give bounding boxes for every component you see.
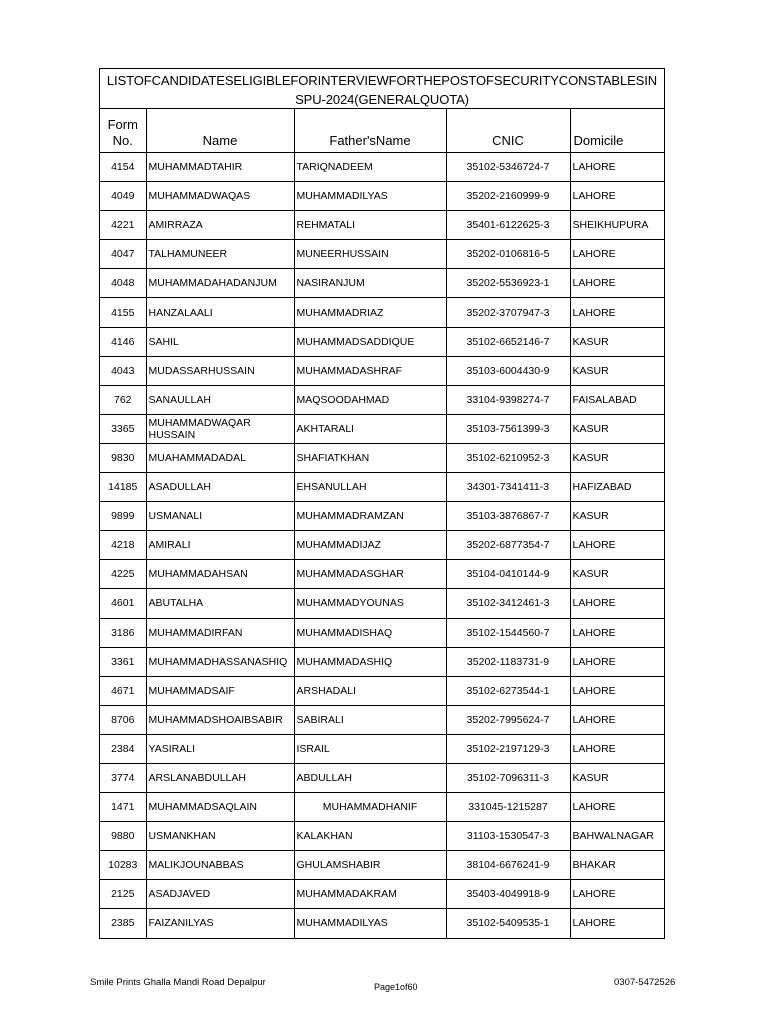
- cell-name: ASADJAVED: [146, 880, 294, 909]
- cell-form-no: 14185: [100, 473, 146, 502]
- cell-father-name: AKHTARALI: [294, 414, 446, 443]
- cell-domicile: KASUR: [570, 443, 664, 472]
- cell-father-name: REHMATALI: [294, 211, 446, 240]
- cell-father-name: TARIQNADEEM: [294, 153, 446, 182]
- cell-domicile: LAHORE: [570, 182, 664, 211]
- cell-cnic: 35401-6122625-3: [446, 211, 570, 240]
- cell-form-no: 2385: [100, 909, 146, 938]
- title-line-1: LISTOFCANDIDATESELIGIBLEFORINTERVIEWFORTHEPOSTOFSECURITYCONSTABLESIN: [106, 73, 658, 88]
- cell-form-no: 9899: [100, 502, 146, 531]
- cell-father-name: ABDULLAH: [294, 763, 446, 792]
- table-row: [100, 443, 664, 472]
- cell-father-name: ISRAIL: [294, 734, 446, 763]
- header-form-line2: No.: [112, 133, 133, 148]
- cell-name: SAHIL: [146, 327, 294, 356]
- cell-form-no: 762: [100, 385, 146, 414]
- cell-domicile: LAHORE: [570, 589, 664, 618]
- cell-father-name: MUHAMMADILYAS: [294, 182, 446, 211]
- cell-cnic: 35102-2197129-3: [446, 734, 570, 763]
- cell-form-no: 3774: [100, 763, 146, 792]
- cell-cnic: 35202-1183731-9: [446, 647, 570, 676]
- header-cnic: CNIC: [446, 109, 570, 153]
- cell-domicile: LAHORE: [570, 531, 664, 560]
- candidate-table: [100, 109, 664, 939]
- cell-name: HANZALAALI: [146, 298, 294, 327]
- cell-form-no: 9880: [100, 822, 146, 851]
- cell-cnic: 35102-5409535-1: [446, 909, 570, 938]
- table-row: [100, 618, 664, 647]
- cell-cnic: 35102-6273544-1: [446, 676, 570, 705]
- cell-father-name: MUHAMMADASHIQ: [294, 647, 446, 676]
- cell-father-name: MUHAMMADASHRAF: [294, 356, 446, 385]
- cell-domicile: LAHORE: [570, 734, 664, 763]
- table-row: [100, 705, 664, 734]
- cell-domicile: LAHORE: [570, 647, 664, 676]
- cell-father-name: MUHAMMADYOUNAS: [294, 589, 446, 618]
- table-row: [100, 822, 664, 851]
- cell-cnic: 38104-6676241-9: [446, 851, 570, 880]
- cell-name: SANAULLAH: [146, 385, 294, 414]
- table-row: [100, 240, 664, 269]
- cell-father-name: MUHAMMADSADDIQUE: [294, 327, 446, 356]
- header-domicile: Domicile: [570, 109, 664, 153]
- cell-name: MUAHAMMADADAL: [146, 443, 294, 472]
- cell-cnic: 35403-4049918-9: [446, 880, 570, 909]
- table-row: [100, 473, 664, 502]
- cell-domicile: KASUR: [570, 763, 664, 792]
- cell-form-no: 3361: [100, 647, 146, 676]
- cell-domicile: LAHORE: [570, 269, 664, 298]
- cell-cnic: 35202-2160999-9: [446, 182, 570, 211]
- table-row: [100, 269, 664, 298]
- cell-name: FAIZANILYAS: [146, 909, 294, 938]
- cell-domicile: LAHORE: [570, 240, 664, 269]
- cell-domicile: SHEIKHUPURA: [570, 211, 664, 240]
- cell-form-no: 4154: [100, 153, 146, 182]
- cell-form-no: 9830: [100, 443, 146, 472]
- cell-father-name: SABIRALI: [294, 705, 446, 734]
- cell-domicile: LAHORE: [570, 880, 664, 909]
- table-row: [100, 734, 664, 763]
- cell-father-name: MUHAMMADHANIF: [294, 793, 446, 822]
- table-row: [100, 298, 664, 327]
- cell-form-no: 10283: [100, 851, 146, 880]
- cell-form-no: 8706: [100, 705, 146, 734]
- cell-domicile: KASUR: [570, 502, 664, 531]
- cell-name: MUHAMMADSAQLAIN: [146, 793, 294, 822]
- header-father-name: Father'sName: [294, 109, 446, 153]
- cell-father-name: MUHAMMADRAMZAN: [294, 502, 446, 531]
- cell-form-no: 1471: [100, 793, 146, 822]
- cell-form-no: 4221: [100, 211, 146, 240]
- cell-name: ABUTALHA: [146, 589, 294, 618]
- cell-domicile: HAFIZABAD: [570, 473, 664, 502]
- cell-name: MUHAMMADWAQAS: [146, 182, 294, 211]
- cell-cnic: 35102-7096311-3: [446, 763, 570, 792]
- title-line-2: SPU-2024(GENERALQUOTA): [295, 92, 469, 107]
- cell-cnic: 35202-6877354-7: [446, 531, 570, 560]
- cell-name: MALIKJOUNABBAS: [146, 851, 294, 880]
- cell-domicile: KASUR: [570, 327, 664, 356]
- table-row: [100, 153, 664, 182]
- cell-name: USMANALI: [146, 502, 294, 531]
- cell-cnic: 35102-5346724-7: [446, 153, 570, 182]
- cell-cnic: 35103-3876867-7: [446, 502, 570, 531]
- candidate-list-sheet: [99, 68, 665, 939]
- cell-form-no: 4043: [100, 356, 146, 385]
- table-row: [100, 793, 664, 822]
- table-row: [100, 676, 664, 705]
- cell-name: MUHAMMADHASSANASHIQ: [146, 647, 294, 676]
- cell-domicile: LAHORE: [570, 153, 664, 182]
- table-row: [100, 385, 664, 414]
- header-form-no: [100, 109, 146, 153]
- footer-printer: Smile Prints Ghalla Mandi Road Depalpur: [90, 977, 266, 988]
- cell-cnic: 35202-7995624-7: [446, 705, 570, 734]
- cell-father-name: EHSANULLAH: [294, 473, 446, 502]
- table-row: [100, 531, 664, 560]
- table-row: [100, 647, 664, 676]
- cell-form-no: 4601: [100, 589, 146, 618]
- cell-father-name: MUHAMMADAKRAM: [294, 880, 446, 909]
- cell-name: AMIRALI: [146, 531, 294, 560]
- cell-cnic: 35202-3707947-3: [446, 298, 570, 327]
- cell-form-no: 4218: [100, 531, 146, 560]
- table-row: [100, 502, 664, 531]
- cell-domicile: KASUR: [570, 356, 664, 385]
- cell-name: YASIRALI: [146, 734, 294, 763]
- cell-name: ASADULLAH: [146, 473, 294, 502]
- cell-name: TALHAMUNEER: [146, 240, 294, 269]
- cell-name: MUHAMMADTAHIR: [146, 153, 294, 182]
- cell-form-no: 2384: [100, 734, 146, 763]
- cell-name: MUHAMMADAHADANJUM: [146, 269, 294, 298]
- cell-form-no: 4225: [100, 560, 146, 589]
- cell-domicile: LAHORE: [570, 705, 664, 734]
- cell-name: MUHAMMADSAIF: [146, 676, 294, 705]
- table-row: [100, 851, 664, 880]
- cell-name: MUHAMMADIRFAN: [146, 618, 294, 647]
- footer-phone: 0307-5472526: [614, 977, 676, 988]
- cell-form-no: 3365: [100, 414, 146, 443]
- cell-father-name: ARSHADALI: [294, 676, 446, 705]
- cell-cnic: 35103-7561399-3: [446, 414, 570, 443]
- table-row: [100, 560, 664, 589]
- cell-name: MUHAMMADSHOAIBSABIR: [146, 705, 294, 734]
- cell-cnic: 35102-6652146-7: [446, 327, 570, 356]
- cell-cnic: 33104-9398274-7: [446, 385, 570, 414]
- cell-form-no: 4155: [100, 298, 146, 327]
- cell-cnic: 35202-0106816-5: [446, 240, 570, 269]
- cell-cnic: 34301-7341411-3: [446, 473, 570, 502]
- table-header-row: [100, 109, 664, 153]
- cell-domicile: KASUR: [570, 560, 664, 589]
- cell-form-no: 4049: [100, 182, 146, 211]
- cell-cnic: 35102-1544560-7: [446, 618, 570, 647]
- cell-domicile: BAHWALNAGAR: [570, 822, 664, 851]
- cell-form-no: 4146: [100, 327, 146, 356]
- cell-father-name: MUHAMMADIJAZ: [294, 531, 446, 560]
- cell-cnic: 31103-1530547-3: [446, 822, 570, 851]
- table-row: [100, 763, 664, 792]
- cell-name: AMIRRAZA: [146, 211, 294, 240]
- cell-domicile: KASUR: [570, 414, 664, 443]
- table-row: [100, 182, 664, 211]
- table-row: [100, 356, 664, 385]
- cell-cnic: 35202-5536923-1: [446, 269, 570, 298]
- cell-domicile: LAHORE: [570, 793, 664, 822]
- cell-domicile: LAHORE: [570, 909, 664, 938]
- cell-form-no: 4671: [100, 676, 146, 705]
- cell-cnic: 35102-6210952-3: [446, 443, 570, 472]
- cell-domicile: LAHORE: [570, 676, 664, 705]
- cell-cnic: 35104-0410144-9: [446, 560, 570, 589]
- cell-form-no: 4048: [100, 269, 146, 298]
- cell-name: MUDASSARHUSSAIN: [146, 356, 294, 385]
- cell-father-name: SHAFIATKHAN: [294, 443, 446, 472]
- table-row: [100, 211, 664, 240]
- footer-page-number: Page1of60: [374, 982, 418, 992]
- cell-father-name: MUHAMMADISHAQ: [294, 618, 446, 647]
- table-row: [100, 880, 664, 909]
- cell-domicile: LAHORE: [570, 618, 664, 647]
- cell-father-name: MUHAMMADASGHAR: [294, 560, 446, 589]
- cell-domicile: FAISALABAD: [570, 385, 664, 414]
- cell-father-name: MUHAMMADRIAZ: [294, 298, 446, 327]
- cell-father-name: MAQSOODAHMAD: [294, 385, 446, 414]
- cell-name: MUHAMMADWAQAR HUSSAIN: [146, 414, 294, 443]
- cell-name: ARSLANABDULLAH: [146, 763, 294, 792]
- table-row: [100, 909, 664, 938]
- cell-father-name: MUNEERHUSSAIN: [294, 240, 446, 269]
- cell-father-name: NASIRANJUM: [294, 269, 446, 298]
- cell-father-name: MUHAMMADILYAS: [294, 909, 446, 938]
- cell-name: MUHAMMADAHSAN: [146, 560, 294, 589]
- cell-cnic: 331045-1215287: [446, 793, 570, 822]
- table-row: [100, 414, 664, 443]
- cell-cnic: 35102-3412461-3: [446, 589, 570, 618]
- header-form-line1: Form: [107, 117, 138, 132]
- document-title: [100, 69, 664, 109]
- cell-father-name: KALAKHAN: [294, 822, 446, 851]
- cell-domicile: LAHORE: [570, 298, 664, 327]
- cell-father-name: GHULAMSHABIR: [294, 851, 446, 880]
- cell-form-no: 2125: [100, 880, 146, 909]
- cell-form-no: 4047: [100, 240, 146, 269]
- cell-form-no: 3186: [100, 618, 146, 647]
- header-name: Name: [146, 109, 294, 153]
- table-row: [100, 327, 664, 356]
- table-row: [100, 589, 664, 618]
- cell-domicile: BHAKAR: [570, 851, 664, 880]
- cell-name: USMANKHAN: [146, 822, 294, 851]
- cell-cnic: 35103-6004430-9: [446, 356, 570, 385]
